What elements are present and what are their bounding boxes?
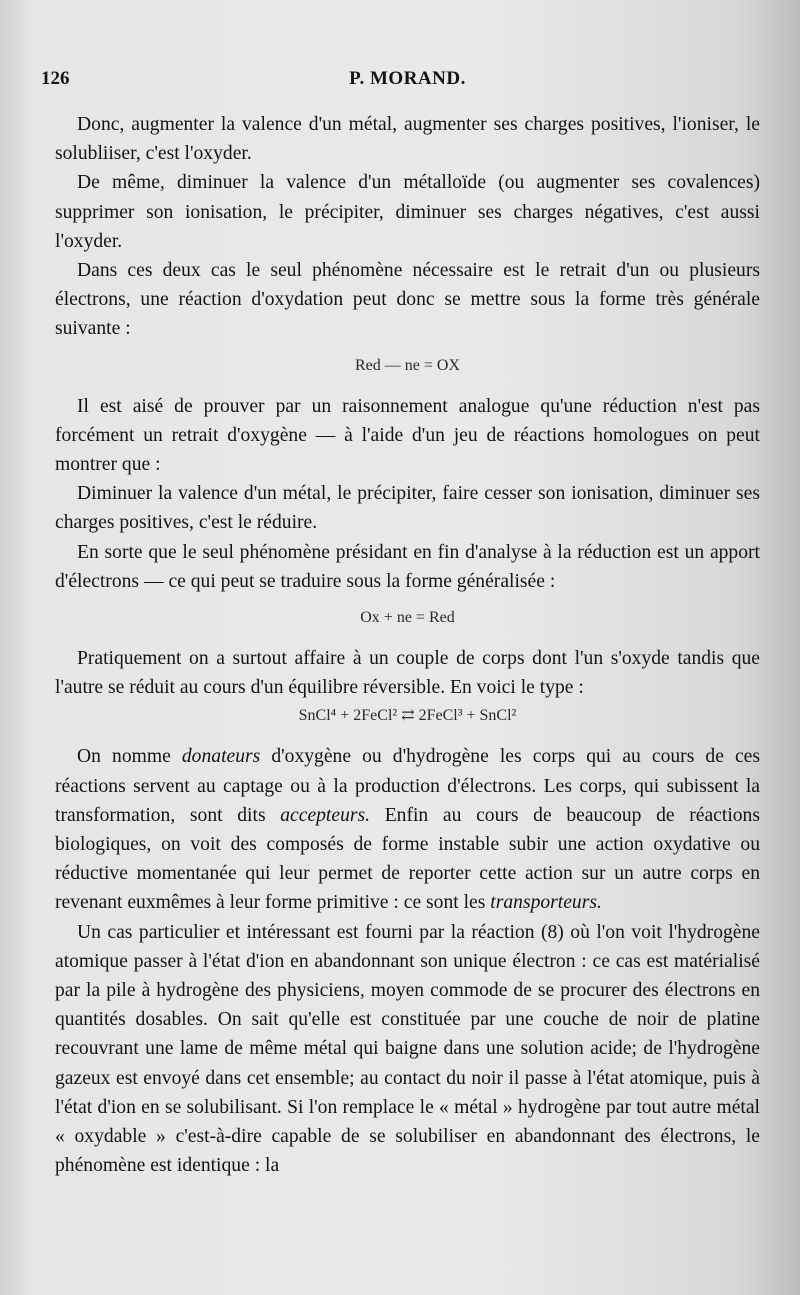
formula-reaction: SnCl⁴ + 2FeCl² ⇄ 2FeCl³ + SnCl²: [298, 707, 517, 725]
paragraph-valence-metalloid: De même, diminuer la valence d'un métalloïde (ou augmenter ses covalences) supprimer son ionisation, le précipiter, diminuer ses charges négatives, c'est aussi l'oxyder.: [55, 172, 760, 252]
p8-part-c: Enfin au cours de beaucoup de réactions biologiques, on voit des composés de forme instable subir une action oxydative ou réductive momentanée qui leur permet de reporter cette action sur un autre corps en revenant euxmêmes à leur forme primitive : ce sont les: [55, 804, 760, 914]
paragraph-valence-metal: Donc, augmenter la valence d'un métal, augmenter ses charges positives, l'ioniser, le solubliiser, c'est l'oxyder.: [55, 114, 760, 165]
term-transporteurs: transporteurs.: [490, 892, 602, 914]
body-text: [55, 110, 760, 1181]
paragraph-redox-couple: Pratiquement on a surtout affaire à un couple de corps dont l'un s'oxyde tandis que l'autre se réduit au cours d'un équilibre réversible. En voici le type :: [55, 648, 760, 699]
paragraph-hydrogen-cell: Un cas particulier et intéressant est fourni par la réaction (8) où l'on voit l'hydrogène atomique passer à l'état d'ion en abandonnant son unique électron : ce cas est matérialisé par la pile à hydrogène des physiciens, moyen commode de se procurer des électrons en quantités dosables. On sait qu'elle est constituée par une couche de noir de platine recouvrant une lame de même métal qui baigne dans une solution acide; de l'hydrogène gazeux est envoyé dans cet ensemble; au contact du noir il passe à l'état atomique, puis à l'état d'ion en se solubilisant. Si l'on remplace le « métal » hydrogène par tout autre métal « oxydable » c'est-à-dire capable de se solubiliser en abandonnant des électrons, le phénomène est identique : la: [55, 921, 760, 1177]
p8-part-a: On nomme: [77, 746, 171, 768]
paragraph-reduction-definition: Diminuer la valence d'un métal, le précipiter, faire cesser son ionisation, diminuer ses charges positives, c'est le réduire.: [55, 483, 760, 534]
paragraph-electron-supply: En sorte que le seul phénomène présidant en fin d'analyse à la réduction est un apport d'électrons — ce qui peut se traduire sous la forme généralisée :: [55, 541, 760, 592]
formula-oxidation: Red — ne = OX: [354, 356, 460, 374]
p8-part-b: d'oxygène ou d'hydrogène les corps qui au cours de ces réactions servent au captage ou à la production d'électrons. Les corps, qui subissent la transformation, sont dits: [55, 746, 760, 826]
term-accepteurs: accepteurs.: [280, 804, 371, 826]
paragraph-donors-acceptors: [55, 742, 760, 917]
paragraph-reduction-argument: Il est aisé de prouver par un raisonnement analogue qu'une réduction n'est pas forcément un retrait d'oxygène — à l'aide d'un jeu de réactions homologues on peut montrer que :: [55, 395, 760, 476]
running-title: P. MORAND.: [349, 68, 466, 89]
term-donateurs: donateurs: [181, 746, 261, 768]
formula-reduction: Ox + ne = Red: [360, 609, 455, 627]
page-number: 126: [41, 68, 70, 89]
page-header: [41, 68, 760, 98]
paragraph-oxidation-definition: Dans ces deux cas le seul phénomène nécessaire est le retrait d'un ou plusieurs électrons, une réaction d'oxydation peut donc se mettre sous la forme très générale suivante :: [55, 260, 760, 340]
